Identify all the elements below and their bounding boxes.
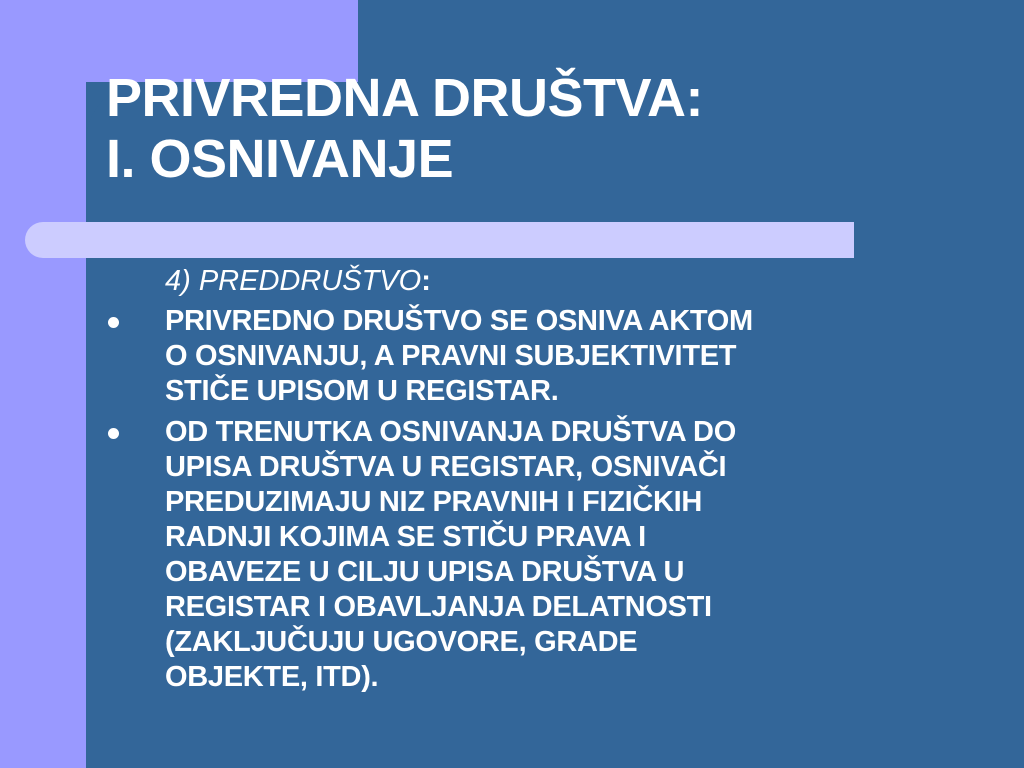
bullet-dot-icon: [108, 428, 119, 439]
bullet-line: OBJEKTE, ITD).: [165, 661, 379, 693]
bullet-line: STIČE UPISOM U REGISTAR.: [165, 375, 559, 407]
title-line-1: PRIVREDNA DRUŠTVA:: [106, 68, 704, 128]
slide-content: [165, 264, 955, 701]
title-divider-bar: [25, 222, 854, 258]
bullet-line: OBAVEZE U CILJU UPISA DRUŠTVA U: [165, 556, 685, 588]
bullet-line: (ZAKLJUČUJU UGOVORE, GRADE: [165, 626, 638, 658]
subheading: [165, 264, 955, 299]
slide-title: [106, 68, 703, 190]
bullet-line: O OSNIVANJU, A PRAVNI SUBJEKTIVITET: [165, 340, 737, 372]
subheading-text: 4) PREDDRUŠTVO: [165, 265, 422, 297]
accent-column: [0, 0, 86, 768]
bullet-line: REGISTAR I OBAVLJANJA DELATNOSTI: [165, 591, 712, 623]
bullet-line: UPISA DRUŠTVA U REGISTAR, OSNIVAČI: [165, 451, 727, 483]
bullet-line: PRIVREDNO DRUŠTVO SE OSNIVA AKTOM: [165, 305, 753, 337]
bullet-item: [165, 304, 955, 409]
title-line-2: I. OSNIVANJE: [106, 129, 454, 189]
bullet-dot-icon: [108, 317, 119, 328]
bullet-line: PREDUZIMAJU NIZ PRAVNIH I FIZIČKIH: [165, 486, 703, 518]
bullet-line: OD TRENUTKA OSNIVANJA DRUŠTVA DO: [165, 416, 736, 448]
subheading-colon: :: [421, 265, 431, 297]
bullet-item: [165, 415, 955, 695]
bullet-line: RADNJI KOJIMA SE STIČU PRAVA I: [165, 521, 646, 553]
